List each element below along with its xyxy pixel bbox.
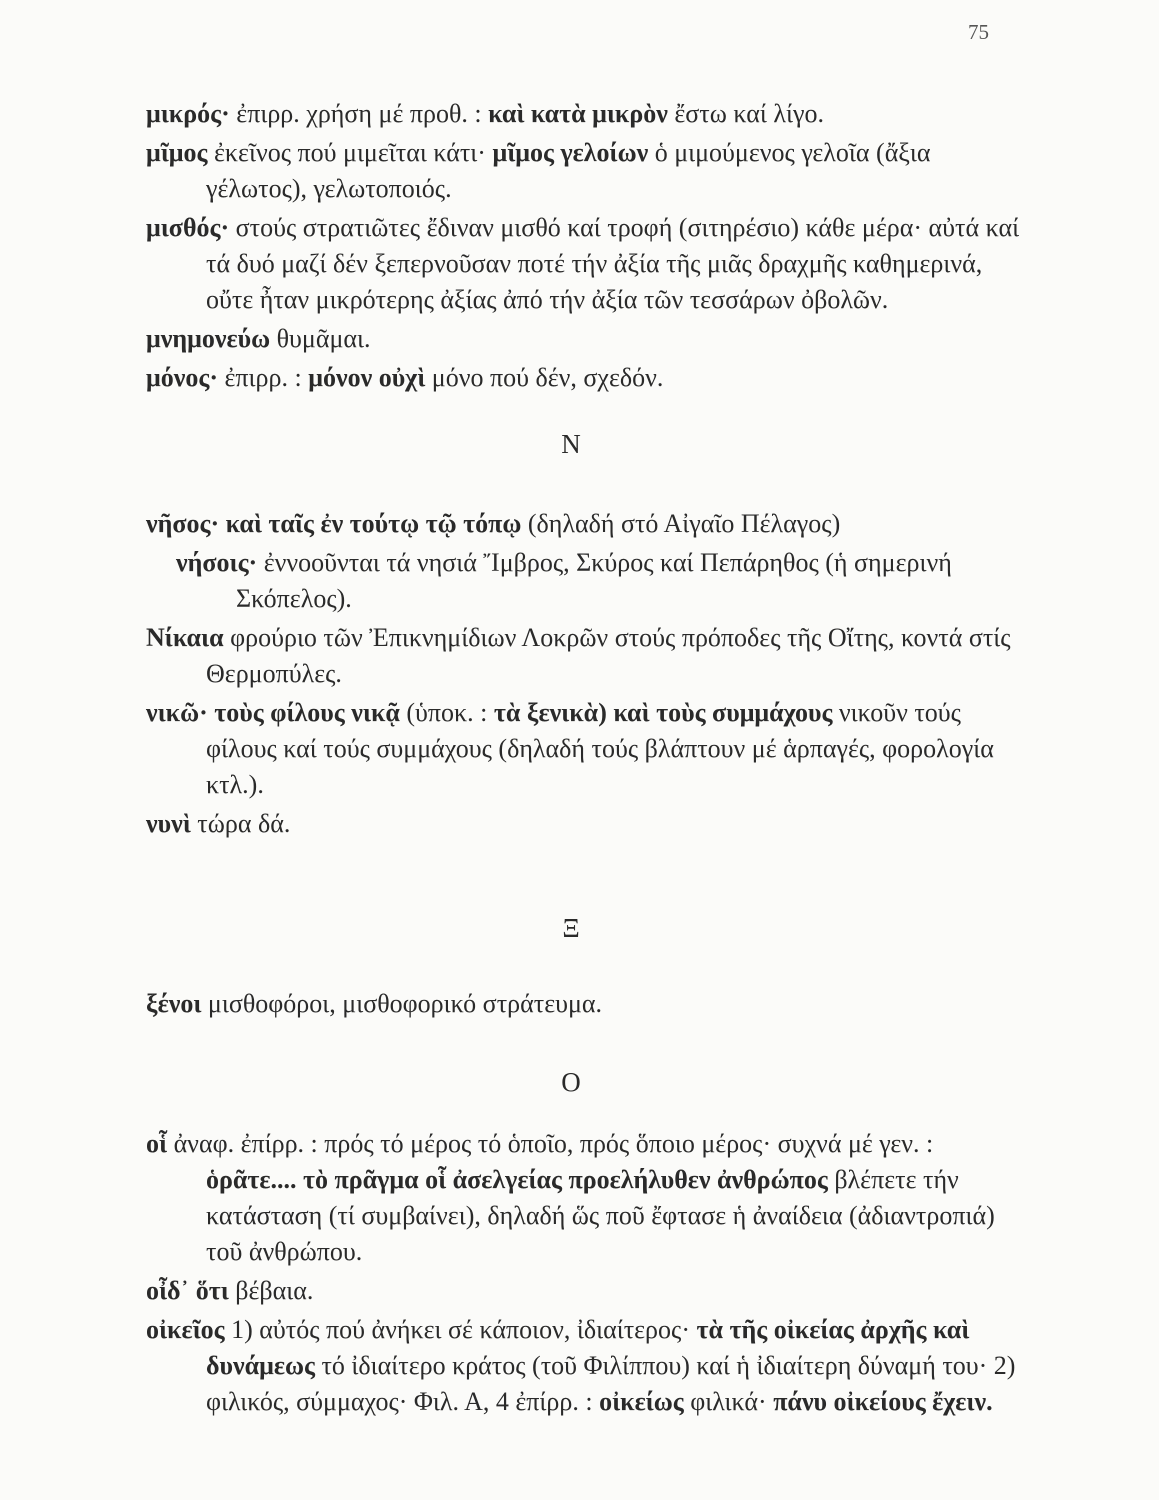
entry-head: νήσοις· (176, 548, 258, 577)
entry-nesos (146, 506, 1026, 542)
definition-text: τώρα δά. (190, 809, 291, 838)
definition-text: φρούριο τῶν Ἐπικνημίδιων Λοκρῶν στούς πρόποδες τῆς Οἴτης, κοντά στίς Θερμοπύλες. (206, 623, 1011, 688)
definition-text: βλέπετε τήν κατάσταση (τί συμβαίνει), δηλαδή ὥς ποῦ ἔφτασε ἡ ἀναίδεια (ἀδιαντροπιά) τοῦ ἀνθρώπου. (206, 1165, 995, 1266)
page-number: 75 (968, 20, 989, 44)
glossary-entry (146, 806, 1026, 842)
entry-head: μνημονεύω (146, 324, 271, 353)
example-phrase: τὰ ξενικὰ) καὶ τοὺς συμμάχους (493, 698, 833, 727)
entry-head: νικῶ· (146, 698, 208, 727)
definition-text: βέβαια. (228, 1276, 314, 1305)
section-m (146, 96, 1026, 396)
glossary-entry (146, 96, 1026, 132)
example-phrase: καὶ ταῖς ἐν τούτῳ τῷ τόπῳ (225, 509, 522, 538)
definition-text: ἐκεῖνος πού μιμεῖται κάτι· (207, 138, 493, 167)
entry-nesois (146, 545, 1026, 617)
section-o (146, 1126, 1026, 1420)
glossary-entry (146, 321, 1026, 357)
example-phrase: τὰ τῆς οἰκείας ἀρχῆς καὶ δυνάμεως (206, 1315, 970, 1380)
glossary-entry (146, 695, 1026, 803)
section-xi (146, 986, 1026, 1022)
glossary-entry (146, 986, 1026, 1022)
example-phrase: οἰκείως (599, 1387, 684, 1416)
glossary-entry (146, 1273, 1026, 1309)
definition-text: φιλικά· (683, 1387, 774, 1416)
entry-head: μόνος· (146, 363, 218, 392)
letter-heading-n: Ν (561, 429, 581, 459)
definition-text: νικοῦν τούς φίλους καί τούς συμμάχους (δηλαδή τούς βλάπτουν μέ ἁρπαγές, φορολογία κτλ.). (206, 698, 994, 799)
glossary-entry (146, 1312, 1026, 1420)
section-n (146, 620, 1026, 842)
definition-text: ἐπιρρ. χρήση μέ προθ. : (229, 99, 489, 128)
letter-heading-xi: Ξ (562, 913, 580, 943)
entry-head: μῖμος (146, 138, 208, 167)
example-phrase: ὁρᾶτε.... τὸ πρᾶγμα οἷ ἀσελγείας προελήλυθεν ἀνθρώπος (206, 1165, 828, 1194)
definition-text: ὁ μιμούμενος γελοῖα (ἄξια γέλωτος), γελωτοποιός. (206, 138, 931, 203)
entry-head: μικρός· (146, 99, 230, 128)
entry-head: οἶδ᾽ ὅτι (146, 1276, 229, 1305)
glossary-entry (146, 210, 1026, 318)
example-phrase: μῖμος γελοίων (492, 138, 649, 167)
definition-text: (δηλαδή στό Αἰγαῖο Πέλαγος) (521, 509, 841, 538)
entry-head: νυνὶ (146, 809, 191, 838)
example-phrase: καὶ κατὰ μικρὸν (488, 99, 668, 128)
definition-text: ἐπιρρ. : (218, 363, 309, 392)
definition-text: θυμᾶμαι. (270, 324, 371, 353)
definition-text: 1) αὐτός πού ἀνήκει σέ κάποιον, ἰδιαίτερος· (224, 1315, 697, 1344)
entry-head: οἷ (146, 1129, 168, 1158)
example-phrase: πάνυ οἰκείους ἔχειν. (773, 1387, 993, 1416)
entry-head: οἰκεῖος (146, 1315, 225, 1344)
glossary-entry (146, 1126, 1026, 1270)
definition-text: ἀναφ. ἐπίρρ. : πρός τό μέρος τό ὁποῖο, πρός ὅποιο μέρος· συχνά μέ γεν. : (167, 1129, 934, 1158)
example-phrase: τοὺς φίλους νικᾷ (214, 698, 400, 727)
glossary-entry (146, 135, 1026, 207)
entry-head: ξένοι (146, 989, 202, 1018)
definition-text: μισθοφόροι, μισθοφορικό στράτευμα. (201, 989, 603, 1018)
glossary-content (146, 96, 1026, 1423)
entry-head: Νίκαια (146, 623, 224, 652)
entry-head: νῆσος· (146, 509, 220, 538)
entry-head: μισθός· (146, 213, 230, 242)
definition-text: (ὑποκ. : (399, 698, 494, 727)
definition-text: μόνο πού δέν, σχεδόν. (425, 363, 664, 392)
glossary-entry (146, 360, 1026, 396)
definition-text: ἔστω καί λίγο. (667, 99, 824, 128)
letter-heading-o: Ο (561, 1067, 581, 1097)
example-phrase: μόνον οὐχὶ (308, 363, 426, 392)
definition-text: στούς στρατιῶτες ἔδιναν μισθό καί τροφή (σιτηρέσιο) κάθε μέρα· αὐτά καί τά δυό μαζί δέν ξεπερνοῦσαν ποτέ τήν ἀξία τῆς μιᾶς δραχμῆς καθημερινά, οὔτε ἦταν μικρότερης ἀξίας ἀπό τήν ἀξία τῶν τεσσάρων ὀβολῶν. (206, 213, 1020, 314)
glossary-entry (146, 620, 1026, 692)
definition-text: ἐννοοῦνται τά νησιά Ἴμβρος, Σκύρος καί Πεπάρηθος (ἡ σημερινή Σκόπελος). (236, 548, 952, 613)
definition-text: τό ἰδιαίτερο κράτος (τοῦ Φιλίππου) καί ἡ ἰδιαίτερη δύναμή του· 2) φιλικός, σύμμαχος· Φιλ. Α, 4 ἐπίρρ. : (206, 1351, 1016, 1416)
